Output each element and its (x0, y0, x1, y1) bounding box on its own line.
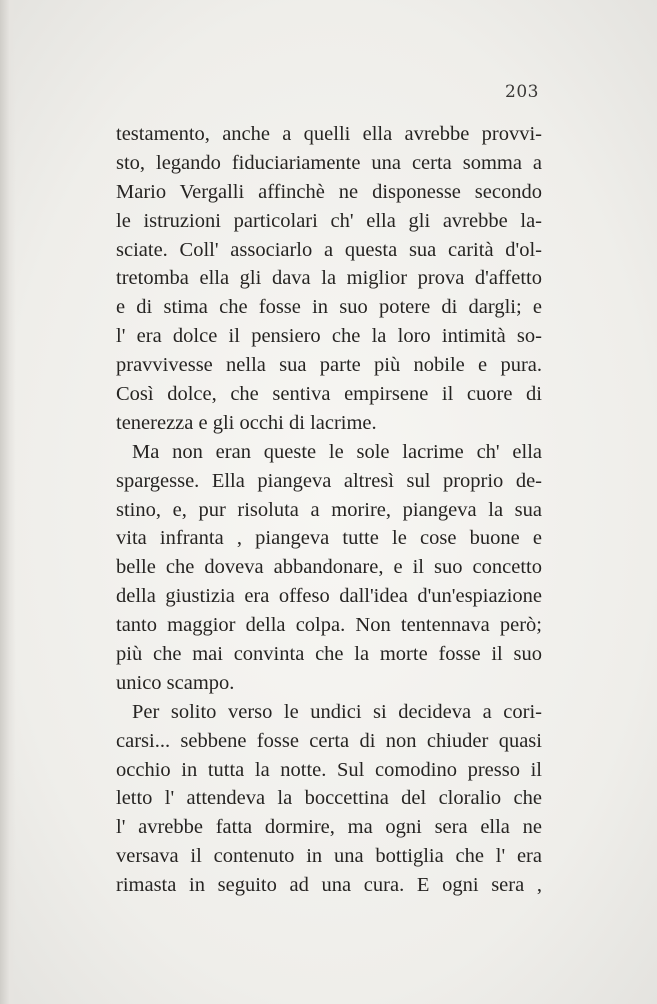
paragraph-2 (116, 438, 542, 698)
text-line: pravvivesse nella sua parte più nobile e pura. (116, 354, 542, 377)
text-line: stino, e, pur risoluta a morire, piangeva la sua (116, 498, 542, 521)
text-line: unico scampo. (116, 671, 235, 694)
text-line: belle che doveva abbandonare, e il suo concetto (116, 556, 542, 579)
text-line: sto, legando fiduciariamente una certa somma a (116, 151, 542, 174)
text-line: testamento, anche a quelli ella avrebbe provvi- (116, 123, 542, 145)
text-line: l' avrebbe fatta dormire, ma ogni sera ella ne (116, 816, 542, 839)
text-line: letto l' attendeva la boccettina del cloralio che (116, 787, 542, 810)
paragraph-3 (116, 698, 542, 900)
text-line: e di stima che fosse in suo potere di dargli; e (116, 296, 542, 319)
text-line: le istruzioni particolari ch' ella gli avrebbe la- (116, 209, 542, 232)
body-text (116, 120, 542, 900)
text-line: rimasta in seguito ad una cura. E ogni sera , (116, 874, 542, 897)
text-line: tenerezza e gli occhi di lacrime. (116, 411, 377, 434)
text-line: spargesse. Ella piangeva altresì sul proprio de- (116, 469, 542, 492)
text-line: tanto maggior della colpa. Non tentennava però; (116, 614, 542, 637)
page-number: 203 (505, 82, 539, 102)
text-line: Per solito verso le undici si decideva a cori- (132, 700, 542, 723)
text-line: vita infranta , piangeva tutte le cose buone e (116, 527, 542, 550)
text-line: l' era dolce il pensiero che la loro intimità so- (116, 325, 542, 348)
text-line: Ma non eran queste le sole lacrime ch' ella (132, 440, 542, 463)
text-line: tretomba ella gli dava la miglior prova d'affetto (116, 267, 542, 290)
text-line: Così dolce, che sentiva empirsene il cuore di (116, 383, 542, 406)
text-line: sciate. Coll' associarlo a questa sua carità d'ol- (116, 238, 542, 261)
text-line: più che mai convinta che la morte fosse il suo (116, 643, 542, 666)
text-line: Mario Vergalli affinchè ne disponesse secondo (116, 180, 542, 203)
text-line: della giustizia era offeso dall'idea d'un'espiazione (116, 585, 542, 608)
text-line: occhio in tutta la notte. Sul comodino presso il (116, 758, 542, 781)
paragraph-1 (116, 120, 542, 438)
page-edge-shadow (0, 0, 16, 1004)
text-line: carsi... sebbene fosse certa di non chiuder quasi (116, 729, 542, 752)
text-line: versava il contenuto in una bottiglia che l' era (116, 845, 542, 868)
